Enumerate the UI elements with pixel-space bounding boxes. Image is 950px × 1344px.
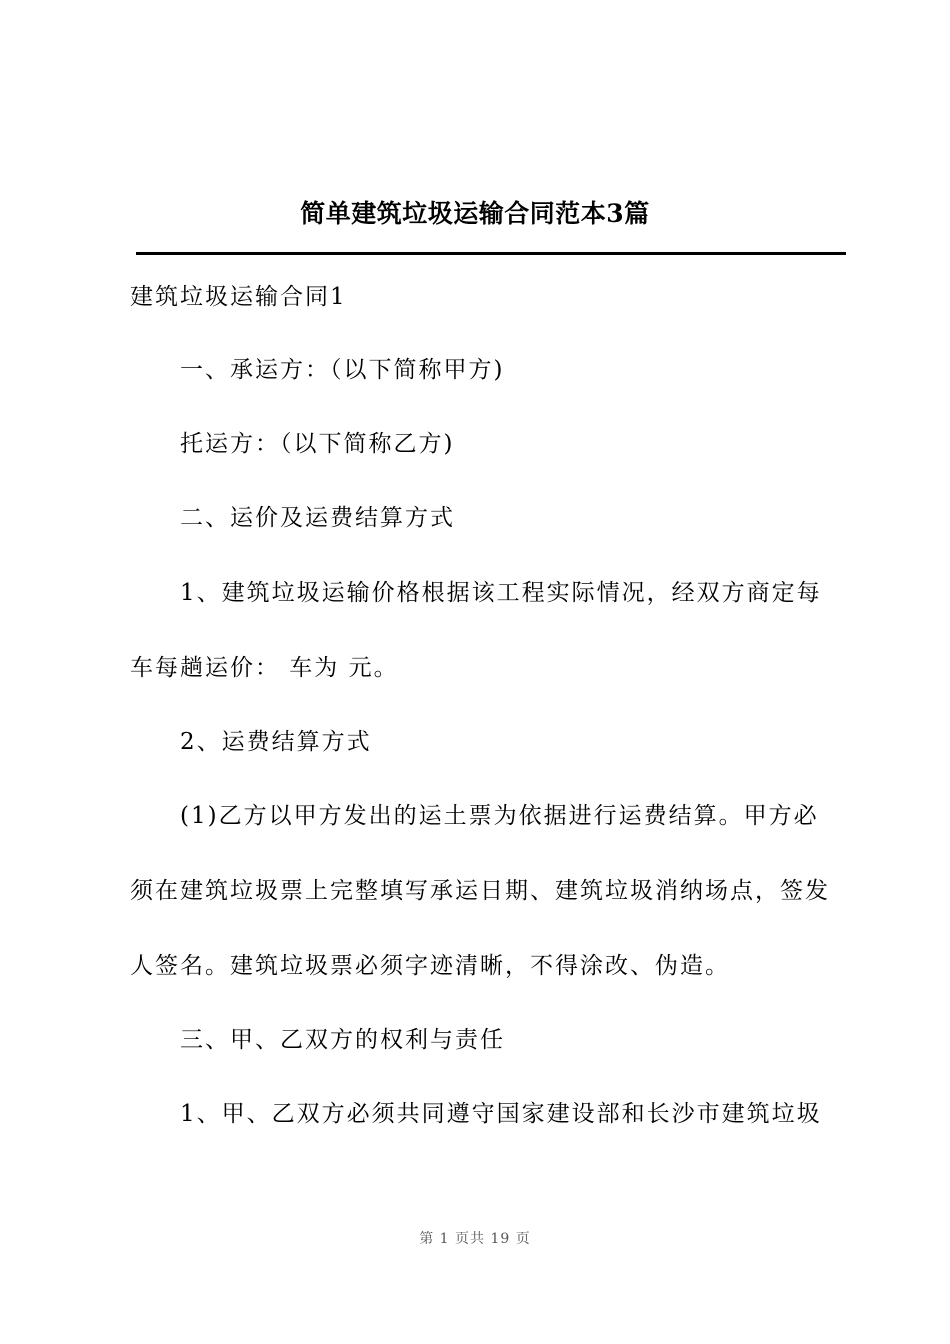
- paragraph-price-line-2: 车每趟运价： 车为 元。: [130, 655, 399, 681]
- paragraph-settlement-line-2: 须在建筑垃圾票上完整填写承运日期、建筑垃圾消纳场点，签发: [130, 878, 830, 904]
- paragraph-settlement-line-1: (1)乙方以甲方发出的运土票为依据进行运费结算。甲方必: [180, 803, 819, 829]
- section-heading-freight: 二、运价及运费结算方式: [180, 505, 455, 531]
- paragraph-carrier: 一、承运方：（以下简称甲方): [180, 357, 505, 383]
- section-heading-contract-1: 建筑垃圾运输合同1: [130, 284, 347, 310]
- page-title: 简单建筑垃圾运输合同范本3篇: [300, 199, 650, 228]
- paragraph-shipper: 托运方：（以下简称乙方): [180, 431, 455, 457]
- title-divider: [136, 252, 846, 255]
- page-number-footer: 第 1 页共 19 页: [419, 1231, 531, 1247]
- paragraph-settlement-line-3: 人签名。建筑垃圾票必须字迹清晰，不得涂改、伪造。: [130, 953, 730, 979]
- section-heading-rights: 三、甲、乙双方的权利与责任: [180, 1027, 505, 1053]
- paragraph-price-line-1: 1、建筑垃圾运输价格根据该工程实际情况，经双方商定每: [180, 580, 822, 606]
- subheading-settlement: 2、运费结算方式: [180, 729, 372, 755]
- paragraph-rights-line-1: 1、甲、乙双方必须共同遵守国家建设部和长沙市建筑垃圾: [180, 1101, 822, 1127]
